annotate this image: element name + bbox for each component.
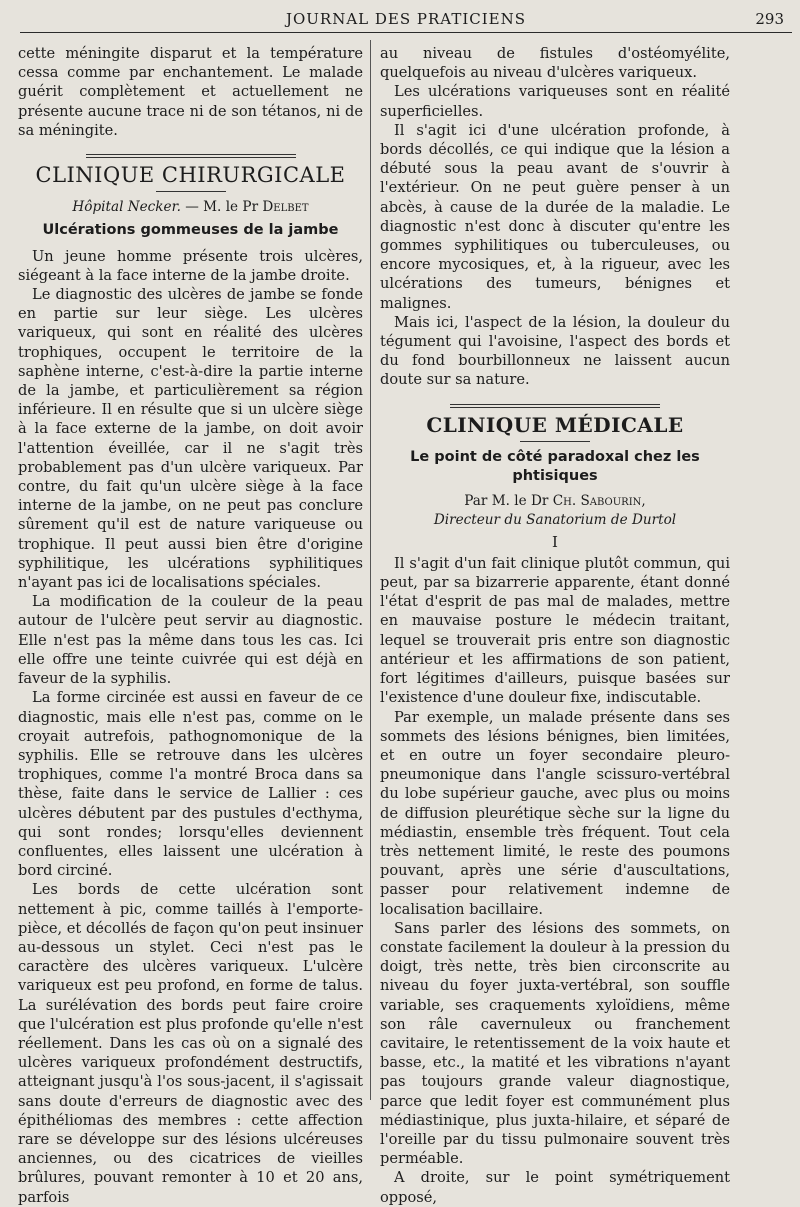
paragraph: Il s'agit ici d'une ulcération profonde, à bords décollés, ce qui indique que la lésion a débuté sous la peau avant de s'ouvrir à l'extérieur. On ne peut guère penser à un abcès, à cause de la durée de la maladie. Le diagnostic n'est donc à discuter qu'entre les gommes syphilitiques ou tuberculeuses, ou encore mycosiques, et, à la rigueur, avec les ulcérations des tumeurs, bénignes et malignes. — [380, 121, 730, 312]
column-divider — [370, 40, 371, 1100]
intro-paragraph: cette méningite disparut et la température cessa comme par enchantement. Le malade guérit complètement et actuellement ne présente aucune trace ni de son tétanos, ni de sa méningite. — [18, 45, 363, 139]
byline-name: Ch. Sabourin, — [552, 493, 646, 510]
article-title-point-de-cote: Le point de côté paradoxal chez les phtisiques — [410, 448, 700, 485]
byline-place: Hôpital Necker. — [72, 199, 181, 216]
byline-author: Par M. le Dr — [464, 493, 553, 510]
paragraph: Mais ici, l'aspect de la lésion, la douleur du tégument qui l'avoisine, l'aspect des bords et du fond bourbillonneux ne laissent aucun doute sur sa nature. — [380, 313, 730, 389]
paragraph: La modification de la couleur de la peau autour de l'ulcère peut servir au diagnostic. Elle n'est pas la même dans tous les cas. Ici elle offre une teinte cuivrée qui est déjà en faveur de la syphilis. — [18, 593, 363, 688]
paragraph: Les bords de cette ulcération sont nettement à pic, comme taillés à l'emporte-pièce, et décollés de façon qu'on peut insinuer au-dessous un stylet. Ceci n'est pas le caractère des ulcères variqueux. L'ulcère variqueux est peu profond, en forme de talus. La surélévation des bords peut faire croire que l'ulcération est plus profonde qu'elle n'est réellement. Dans les cas où on a signalé des ulcères variqueux profondément destructifs, atteignant jusqu'à l'os sous-jacent, il s'agissait sans doute d'erreurs de diagnostic avec des épithéliomas des membres : cette affection rare se développe sur des lésions ulcéreuses anciennes, ou des cicatrices de vieilles brûlures, pouvant remonter à 10 et 20 ans, parfois — [18, 881, 363, 1206]
byline-sabourin — [380, 492, 730, 511]
paragraph: Un jeune homme présente trois ulcères, siégeant à la face interne de la jambe droite. — [18, 247, 363, 284]
paragraph: Par exemple, un malade présente dans ses sommets des lésions bénignes, bien limitées, et en outre un foyer secondaire pleuro-pneumonique dans l'angle scissuro-vertébral du lobe supérieur gauche, avec plus ou moins de diffusion pleurétique sèche sur la ligne du médiastin, ensemble très fréquent. Tout cela très nettement limité, le reste des poumons pouvant, après une série d'auscultations, passer pour relativement indemne de localisation bacillaire. — [380, 708, 730, 918]
article-title-ulcerations: Ulcérations gommeuses de la jambe — [42, 222, 339, 239]
byline-role: Directeur du Sanatorium de Durtol — [433, 512, 677, 529]
right-column — [380, 44, 730, 1206]
paragraph: Le diagnostic des ulcères de jambe se fonde en partie sur leur siège. Les ulcères variqueux, qui sont en réalité des ulcères trophiques, occupent le territoire de la saphène interne, c'est-à-dire la partie interne de la jambe, et particulièrement sa région inférieure. Il en résulte que si un ulcère siège à la face externe de la jambe, on doit avoir l'attention éveillée, car il ne s'agit très probablement pas d'un ulcère variqueux. Par contre, du fait qu'un ulcère siège à la face interne de la jambe, on ne peut pas conclure sûrement qu'il est de nature variqueuse ou trophique. Il peut aussi bien être d'origine syphilitique, les ulcérations syphilitiques n'ayant pas ici de localisations spéciales. — [18, 286, 363, 592]
paragraph: A droite, sur le point symétriquement opposé, — [380, 1169, 730, 1206]
paragraph: Il s'agit d'un fait clinique plutôt commun, qui peut, par sa bizarrerie apparente, étant donné l'état d'esprit de pas mal de malades, mettre en mauvaise posture le médecin traitant, lequel se trouverait pris entre son diagnostic antérieur et les affirmations de son patient, fort légitimes d'ailleurs, puisque basées sur l'existence d'une douleur fixe, indiscutable. — [380, 554, 730, 707]
byline-delbet — [18, 198, 363, 217]
section-rule — [450, 404, 660, 408]
byline-author: — M. le Pr — [180, 199, 263, 216]
running-header — [20, 8, 792, 33]
section-title-medicale: CLINIQUE MÉDICALE — [426, 412, 684, 437]
running-title: JOURNAL DES PRATICIENS — [285, 10, 527, 28]
section-title-chirurgicale: CLINIQUE CHIRURGICALE — [35, 163, 346, 188]
left-column — [18, 44, 363, 1206]
byline-name: Delbet — [262, 199, 309, 216]
section-numeral: I — [552, 532, 558, 551]
title-rule — [520, 441, 590, 442]
paragraph: Sans parler des lésions des sommets, on constate facilement la douleur à la pression du doigt, très nette, très bien circonscrite au niveau du foyer juxta-vertébral, son souffle variable, ses craquements xyloïdiens, même son râle cavernuleux ou franchement cavitaire, le retentissement de la voix haute et basse, etc., la matité et les vibrations n'ayant pas toujours grande valeur diagnostique, parce que ledit foyer est communément plus médiastinique, plus juxta-hilaire, et séparé de l'oreille par du tissu pulmonaire souvent très perméable. — [380, 919, 730, 1168]
continuation-paragraph: au niveau de fistules d'ostéomyélite, quelquefois au niveau d'ulcères variqueux. — [380, 45, 730, 82]
page-number: 293 — [755, 10, 784, 28]
title-rule — [156, 191, 226, 192]
paragraph: La forme circinée est aussi en faveur de ce diagnostic, mais elle n'est pas, comme on le croyait autrefois, pathognomonique de la syphilis. Elle se retrouve dans les ulcères trophiques, comme l'a montré Broca dans sa thèse, faite dans le service de Lallier : ces ulcères débutent par des pustules d'ecthyma, qui sont rondes; lorsqu'elles deviennent confluentes, elles laissent une ulcération à bord circiné. — [18, 689, 363, 880]
section-rule — [86, 154, 296, 158]
paragraph: Les ulcérations variqueuses sont en réalité superficielles. — [380, 83, 730, 120]
